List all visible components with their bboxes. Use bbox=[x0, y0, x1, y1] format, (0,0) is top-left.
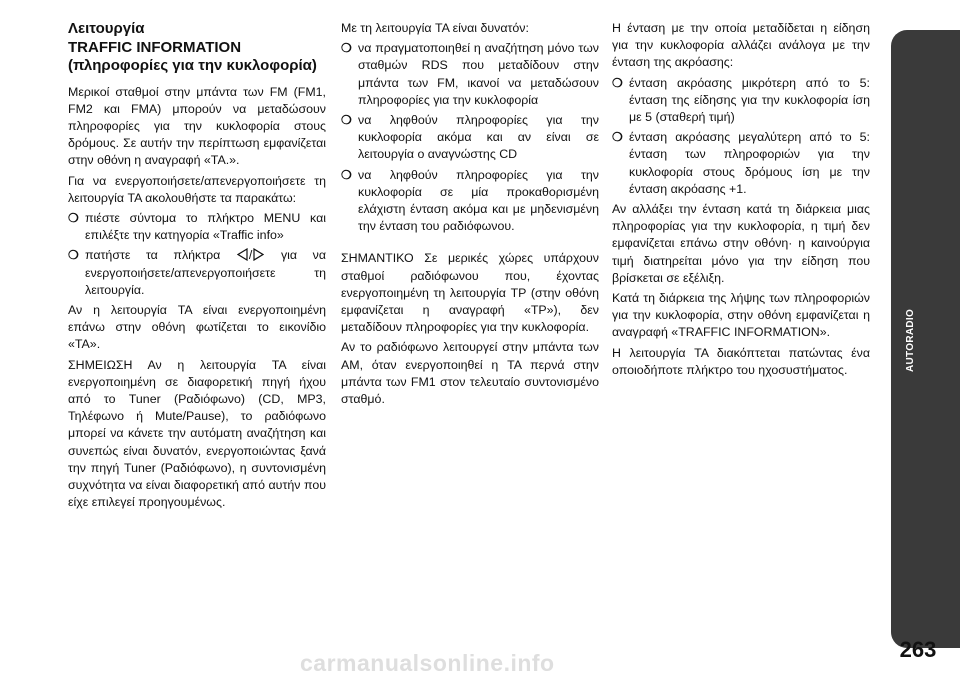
spacer bbox=[341, 238, 599, 250]
note-paragraph: ΣΗΜΕΙΩΣΗ Αν η λειτουργία TA είναι ενεργοποιημένη σε διαφορετική πηγή ήχου από το Tuner (Ραδιόφωνο) (CD, MP3, Τηλέφωνο ή Mute/Pause), το ραδιόφωνο μπορεί να κάνετε την αυτόματη αναζήτηση και συνεπώς είναι δυνατόν, ενεργοποιώντας ξανά την πηγή Tuner (Ραδιόφωνο), η συντονισμένη συχνότητα να είναι διαφορετική από αυτήν που είχε επιλεγεί προηγουμένως. bbox=[68, 357, 326, 510]
bullet-text-sep: / bbox=[248, 248, 253, 263]
section-side-label: AUTORADIO bbox=[905, 308, 916, 372]
bullet-text: να πραγματοποιηθεί η αναζήτηση μόνο των σταθμών RDS που μεταδίδουν στην μπάντα των FM, ικανοί να μεταδώσουν πληροφορίες για την κυκλοφορία bbox=[358, 41, 599, 107]
column-1 bbox=[68, 20, 326, 514]
bullet-mark: ❍ bbox=[341, 167, 352, 182]
right-triangle-icon bbox=[253, 248, 264, 261]
paragraph: Με τη λειτουργία TA είναι δυνατόν: bbox=[341, 21, 529, 35]
bullet-item bbox=[68, 210, 326, 244]
bullet-text: να ληφθούν πληροφορίες για την κυκλοφορία σε μία προκαθορισμένη ελάχιστη ένταση ακόμα και με μηδενισμένη την ένταση του ραδιόφωνου. bbox=[358, 167, 599, 234]
bullet-mark: ❍ bbox=[341, 41, 352, 56]
bullet-item bbox=[341, 40, 599, 109]
paragraph: Κατά τη διάρκεια της λήψης των πληροφοριών για την κυκλοφορία, στην οθόνη εμφανίζεται η αναγραφή «TRAFFIC INFORMATION». bbox=[612, 291, 870, 340]
column-3 bbox=[612, 20, 870, 382]
bullet-text-pre: πατήστε τα πλήκτρα bbox=[85, 248, 221, 263]
bullet-text: να ληφθούν πληροφορίες για την κυκλοφορία ακόμα και αν είναι σε λειτουργία ο αναγνώστης CD bbox=[358, 113, 599, 162]
bullet-item bbox=[612, 75, 870, 127]
paragraph: Για να ενεργοποιήσετε/απενεργοποιήσετε τη λειτουργία TA ακολουθήστε τα παρακάτω: bbox=[68, 173, 326, 205]
watermark: carmanualsonline.info bbox=[300, 650, 555, 676]
bullet-mark: ❍ bbox=[612, 75, 623, 90]
heading-line-3: (πληροφορίες για την κυκλοφορία) bbox=[68, 57, 317, 74]
bullet-mark: ❍ bbox=[68, 210, 79, 225]
bullet-text: πιέστε σύντομα το πλήκτρο MENU και επιλέξτε την κατηγορία «Traffic info» bbox=[85, 210, 326, 243]
bullet-item bbox=[341, 167, 599, 236]
section-heading bbox=[68, 20, 326, 76]
bullet-mark: ❍ bbox=[612, 130, 623, 145]
column-2 bbox=[341, 20, 599, 411]
bullet-text: ένταση ακρόασης μικρότερη από το 5: ένταση της είδησης για την κυκλοφορία ίση με 5 (σταθερή τιμή) bbox=[629, 75, 870, 125]
section-side-tab bbox=[891, 30, 960, 648]
paragraph: Μερικοί σταθμοί στην μπάντα των FM (FM1, FM2 και FMA) μπορούν να μεταδώσουν πληροφορίες για την κυκλοφορία στους δρόμους. Σε αυτήν την περίπτωση εμφανίζεται στην οθόνη η αναγραφή «TA.». bbox=[68, 84, 326, 168]
bullet-mark: ❍ bbox=[341, 113, 352, 128]
bullet-item bbox=[341, 112, 599, 164]
bullet-item bbox=[68, 247, 326, 299]
paragraph: Η λειτουργία TA διακόπτεται πατώντας ένα οποιοδήποτε πλήκτρο του ηχοσυστήματος. bbox=[612, 345, 870, 377]
paragraph: Αν το ραδιόφωνο λειτουργεί στην μπάντα των AM, όταν ενεργοποιηθεί η TA περνά στην μπάντα των FM1 στον τελευταίο συντονισμένο σταθμό. bbox=[341, 340, 599, 407]
left-triangle-icon bbox=[237, 248, 248, 261]
paragraph: Η ένταση με την οποία μεταδίδεται η είδηση για την κυκλοφορία αλλάζει ανάλογα με την ένταση της ακρόασης: bbox=[612, 21, 870, 70]
bullet-item bbox=[612, 129, 870, 198]
heading-line-1: Λειτουργία bbox=[68, 20, 145, 37]
heading-line-2: TRAFFIC INFORMATION bbox=[68, 38, 242, 56]
important-paragraph: ΣΗΜΑΝΤΙΚΟ Σε μερικές χώρες υπάρχουν σταθμοί ραδιόφωνου που, έχοντας ενεργοποιημένη τη λειτουργία TP (στην οθόνη εμφανίζεται η αναγραφή «TP»), δεν μεταδίδουν πληροφορίες για την κυκλοφορία. bbox=[341, 251, 599, 335]
paragraph: Αν αλλάξει την ένταση κατά τη διάρκεια μιας πληροφορίας για την κυκλοφορία, η τιμή δεν εμφανίζεται επάνω στην οθόνη· η καινούργια τιμή διατηρείται μόνο για την είδηση που βρίσκεται σε εξέλιξη. bbox=[612, 202, 870, 285]
bullet-text: ένταση ακρόασης μεγαλύτερη από το 5: ένταση των πληροφοριών για την κυκλοφορία στους δρόμους ίση με την ένταση ακρόασης +1. bbox=[629, 130, 870, 196]
paragraph: Αν η λειτουργία TA είναι ενεργοποιημένη επάνω στην οθόνη φωτίζεται το εικονίδιο «TA». bbox=[68, 302, 326, 352]
bullet-text-post: για να ενεργοποιήσετε/απενεργοποιήσετε τη λειτουργία. bbox=[85, 248, 326, 297]
bullet-mark: ❍ bbox=[68, 248, 79, 263]
page-number: 263 bbox=[899, 637, 937, 662]
